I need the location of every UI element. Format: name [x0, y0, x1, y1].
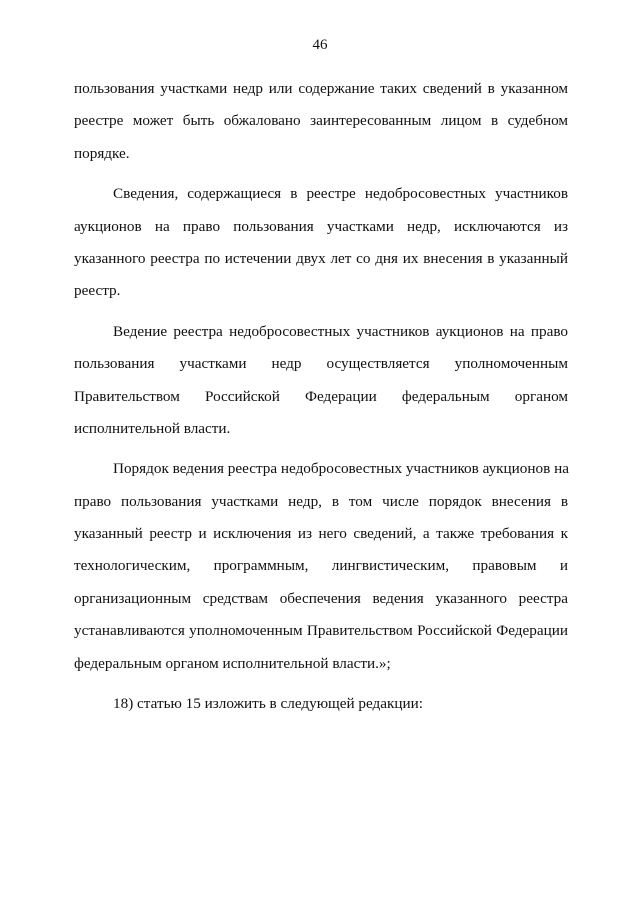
- text-line: Правительством Российской Федерации федеральным органом: [74, 387, 568, 405]
- text-line: федеральным органом исполнительной власти.»;: [74, 654, 391, 672]
- page-number: 46: [312, 37, 328, 53]
- text-line: аукционов на право пользования участками недр, исключаются из: [74, 217, 568, 235]
- document-body: [74, 73, 568, 720]
- text-line: устанавливаются уполномоченным Правительством Российской Федерации: [74, 622, 568, 640]
- text-line: Порядок ведения реестра недобросовестных участников аукционов на: [113, 460, 569, 478]
- paragraph-3: [74, 316, 568, 446]
- text-line: 18) статью 15 изложить в следующей редакции:: [113, 695, 423, 713]
- text-line: пользования участками недр осуществляется уполномоченным: [74, 355, 568, 373]
- text-line: Сведения, содержащиеся в реестре недобросовестных участников: [113, 185, 568, 203]
- text-line: организационным средствам обеспечения ведения указанного реестра: [74, 589, 568, 607]
- paragraph-4: [74, 453, 568, 680]
- text-line: право пользования участками недр, в том числе порядок внесения в: [74, 492, 568, 510]
- paragraph-2: [74, 178, 568, 308]
- paragraph-5: [74, 688, 568, 720]
- paragraph-1: [74, 73, 568, 170]
- text-line: пользования участками недр или содержание таких сведений в указанном: [74, 80, 568, 97]
- text-line: указанный реестр и исключения из него сведений, а также требования к: [74, 525, 568, 543]
- text-line: технологическим, программным, лингвистическим, правовым и: [74, 557, 568, 575]
- text-line: указанного реестра по истечении двух лет со дня их внесения в указанный: [74, 249, 568, 267]
- text-line: Ведение реестра недобросовестных участников аукционов на право: [113, 322, 568, 340]
- text-line: реестре может быть обжаловано заинтересованным лицом в судебном: [74, 112, 568, 130]
- text-line: реестр.: [74, 282, 121, 300]
- text-line: исполнительной власти.: [74, 419, 231, 437]
- text-line: порядке.: [74, 144, 130, 162]
